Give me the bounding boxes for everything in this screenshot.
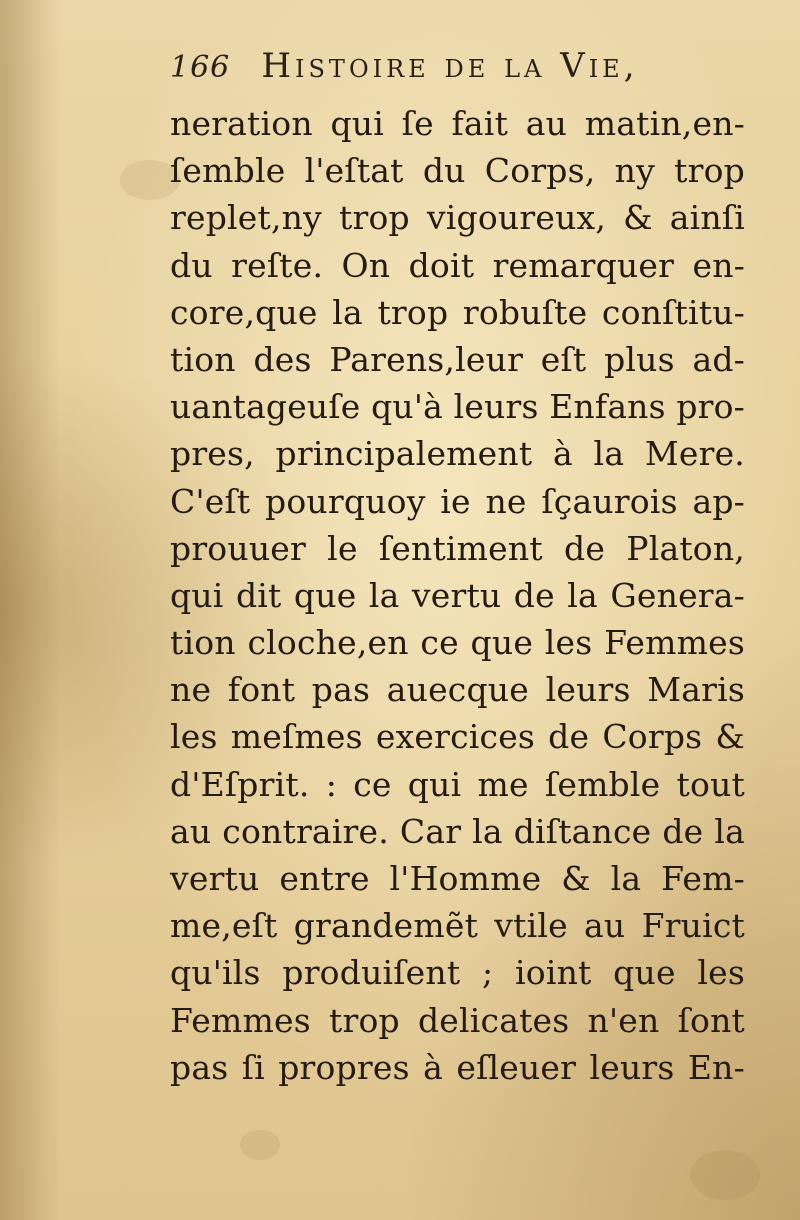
running-head <box>170 46 730 106</box>
text-line: qu'ils produiſent ; ioint que les <box>170 953 745 993</box>
paper-stain <box>690 1150 760 1200</box>
text-line: replet,ny trop vigoureux, & ainſi <box>170 198 745 238</box>
paper-stain <box>240 1130 280 1160</box>
text-line: C'eſt pourquoy ie ne ſçaurois ap- <box>170 481 745 521</box>
text-line: au contraire. Car la diſtance de la <box>170 811 745 851</box>
text-line: neration qui ſe fait au matin,en- <box>170 104 745 143</box>
gutter-shadow <box>0 0 60 1220</box>
text-line: core,que la trop robuſte conſtitu- <box>170 292 745 332</box>
body-text <box>170 100 745 1091</box>
text-line: ſemble l'eſtat du Corps, ny trop <box>170 151 745 191</box>
text-line: prouuer le ſentiment de Platon, <box>170 528 745 568</box>
page-number: 166 <box>170 50 231 85</box>
text-line: les meſmes exercices de Corps & <box>170 717 745 757</box>
text-line: ne font pas auecque leurs Maris <box>170 670 745 710</box>
text-line: pres, principalement à la Mere. <box>170 434 745 474</box>
text-line: Femmes trop delicates n'en ſont <box>170 1000 745 1040</box>
text-line: me,eſt grandemẽt vtile au Fruict <box>170 906 745 946</box>
running-title: Histoire de la Vie, <box>261 46 639 86</box>
text-line: uantageuſe qu'à leurs Enfans pro- <box>170 387 745 427</box>
text-line: tion des Parens,leur eſt plus ad- <box>170 339 745 379</box>
text-line: tion cloche,en ce que les Femmes <box>170 623 745 663</box>
text-line: d'Eſprit. : ce qui me ſemble tout <box>170 764 745 804</box>
text-line: pas ſi propres à eſleuer leurs En- <box>170 1047 745 1087</box>
text-line: du reſte. On doit remarquer en- <box>170 245 745 285</box>
text-line: qui dit que la vertu de la Genera- <box>170 575 745 615</box>
text-line: vertu entre l'Homme & la Fem- <box>170 859 745 898</box>
